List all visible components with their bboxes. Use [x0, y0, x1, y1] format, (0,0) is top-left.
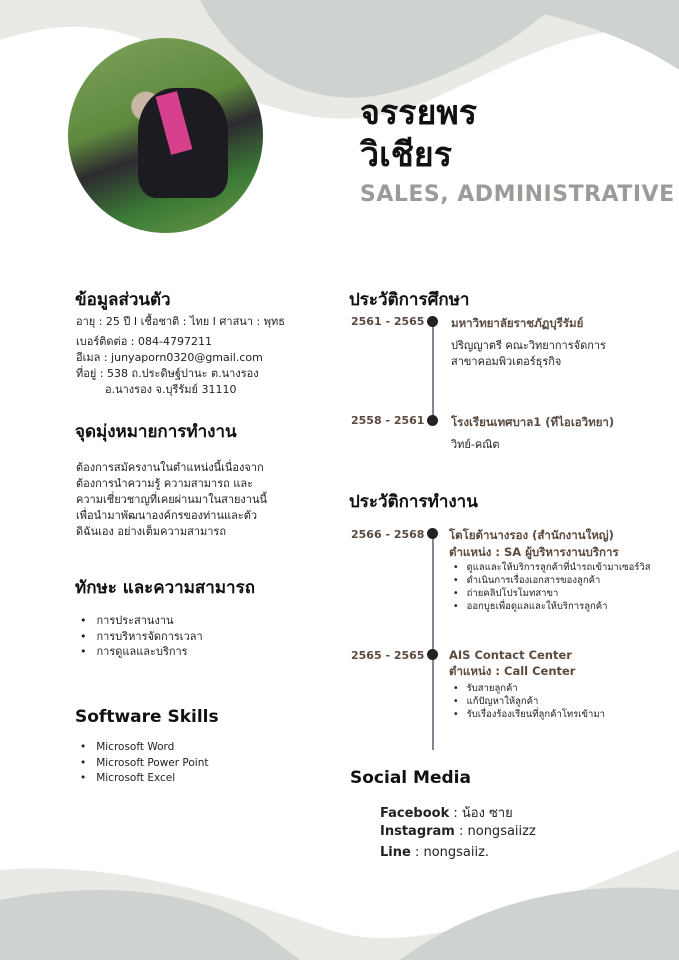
work-company: โตโยต้านางรอง (สำนักงานใหญ่) [449, 528, 614, 542]
social-instagram [380, 824, 536, 839]
software-item: • Microsoft Excel [80, 771, 208, 787]
objective-line: เพื่อนำมาพัฒนาองค์กรของท่านและตัว [76, 509, 258, 522]
software-item: • Microsoft Power Point [80, 756, 208, 772]
work-position: ตำแหน่ง : SA ผู้บริหารงานบริการ [449, 545, 619, 559]
address-line2: อ.นางรอง จ.บุรีรัมย์ 31110 [105, 383, 237, 396]
phone: เบอร์ติดต่อ : 084-4797211 [76, 335, 212, 348]
duty-item: • รับเรื่องร้องเรียนที่ลูกค้าโทรเข้ามา [453, 708, 605, 721]
timeline-dot [427, 528, 438, 539]
education-timeline [432, 322, 434, 420]
edu-school: โรงเรียนเทศบาล1 (ทีไอเอวิทยา) [451, 415, 615, 429]
instagram-value: : nongsaiizz [454, 824, 536, 839]
objective-line: ต้องการนำความรู้ ความสามารถ และ [76, 477, 254, 490]
social-facebook [380, 802, 513, 823]
work-years: 2566 - 2568 [351, 528, 425, 541]
name-first: จรรยพร [360, 93, 478, 133]
personal-info: อายุ : 25 ปี I เชื้อชาติ : ไทย I ศาสนา : พุทธ [76, 315, 285, 328]
line-value: : nongsaiiz. [410, 845, 490, 860]
social-line [380, 845, 489, 860]
name-last: วิเชียร [360, 135, 452, 175]
duty-item: • รับสายลูกค้า [453, 682, 605, 695]
edu-detail: วิทย์-คณิต [451, 438, 500, 451]
work-timeline [432, 532, 434, 750]
objective-line: ความเชี่ยวชาญที่เคยผ่านมาในสายงานนี้ [76, 493, 268, 506]
instagram-label: Instagram [380, 824, 455, 839]
work-title: ประวัติการทำงาน [349, 492, 478, 512]
skill-item: • การดูแลและบริการ [80, 644, 203, 660]
work-position: ตำแหน่ง : Call Center [449, 664, 576, 678]
objective-line: ต้องการสมัครงานในตำแหน่งนี้เนื่องจาก [76, 461, 264, 474]
work-years: 2565 - 2565 [351, 649, 425, 662]
edu-years: 2558 - 2561 [351, 414, 425, 427]
address-line1: ที่อยู่ : 538 ถ.ประดิษฐ์ปานะ ต.นางรอง [76, 367, 259, 380]
edu-years: 2561 - 2565 [351, 315, 425, 328]
objective-text [76, 460, 267, 540]
line-label: Line [380, 845, 411, 860]
objective-title: จุดมุ่งหมายการทำงาน [75, 422, 237, 442]
edu-detail: สาขาคอมพิวเตอร์ธุรกิจ [451, 355, 562, 368]
skill-item: • การประสานงาน [80, 613, 203, 629]
work-duties [453, 682, 605, 721]
timeline-dot [427, 649, 438, 660]
software-list [80, 740, 208, 787]
email: อีเมล : junyaporn0320@gmail.com [76, 351, 263, 364]
objective-line: ดิฉันเอง อย่างเต็มความสามารถ [76, 525, 226, 538]
software-item: • Microsoft Word [80, 740, 208, 756]
edu-school: มหาวิทยาลัยราชภัฏบุรีรัมย์ [451, 316, 584, 330]
duty-item: • แก้ปัญหาให้ลูกค้า [453, 695, 605, 708]
work-duties [453, 561, 651, 613]
education-title: ประวัติการศึกษา [349, 290, 470, 310]
candidate-name [360, 92, 477, 176]
skills-list [80, 613, 203, 660]
edu-detail: ปริญญาตรี คณะวิทยาการจัดการ [451, 339, 606, 352]
social-title: Social Media [350, 768, 471, 788]
duty-item: • ออกบูธเพื่อดูแลและให้บริการลูกค้า [453, 600, 651, 613]
facebook-label: Facebook [380, 806, 450, 821]
work-company: AIS Contact Center [449, 648, 572, 662]
timeline-dot [427, 316, 438, 327]
facebook-value: : น้อง ซาย [449, 806, 513, 821]
job-role: SALES, ADMINISTRATIVE [360, 182, 675, 207]
duty-item: • ถ่ายคลิปโปรโมทสาขา [453, 587, 651, 600]
timeline-dot [427, 415, 438, 426]
skills-title: ทักษะ และความสามารถ [75, 578, 256, 598]
personal-title: ข้อมูลส่วนตัว [75, 290, 171, 310]
skill-item: • การบริหารจัดการเวลา [80, 629, 203, 645]
duty-item: • ดำเนินการเรื่องเอกสารของลูกค้า [453, 574, 651, 587]
duty-item: • ดูแลและให้บริการลูกค้าที่นำรถเข้ามาเซอร์วิส [453, 561, 651, 574]
profile-photo [68, 38, 263, 233]
software-title: Software Skills [75, 707, 219, 727]
